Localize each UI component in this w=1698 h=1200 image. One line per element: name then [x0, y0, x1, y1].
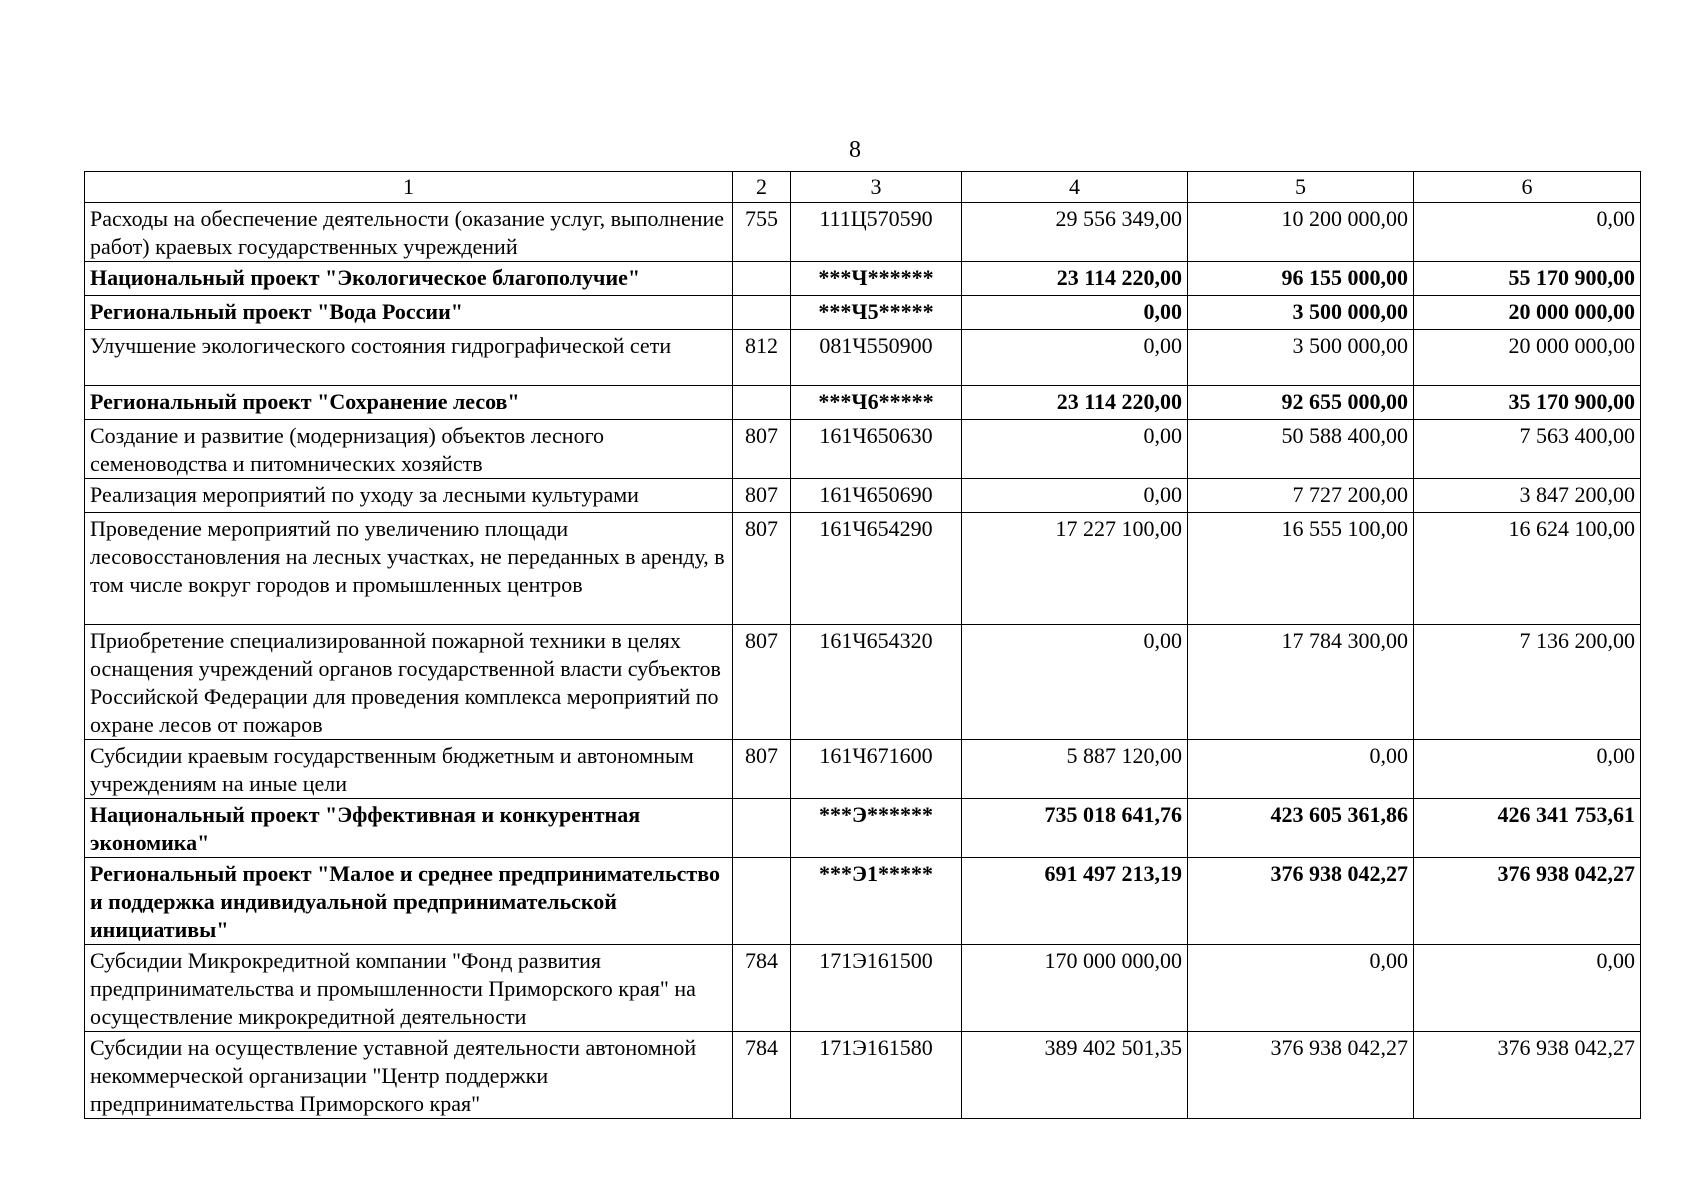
row-code-cell: ***Ч5*****	[791, 296, 962, 330]
row-code-cell: ***Э1*****	[791, 858, 962, 945]
table-row	[85, 203, 1641, 262]
row-name-cell: Национальный проект "Экологическое благополучие"	[85, 262, 733, 296]
row-value-6-cell: 376 938 042,27	[1414, 858, 1641, 945]
row-value-5-cell: 376 938 042,27	[1188, 1032, 1414, 1119]
row-value-5-cell: 10 200 000,00	[1188, 203, 1414, 262]
table-row	[85, 513, 1641, 625]
row-value-5-cell: 0,00	[1188, 740, 1414, 799]
row-kvsr-cell: 784	[733, 945, 791, 1032]
row-value-5-cell: 50 588 400,00	[1188, 420, 1414, 479]
row-value-4-cell: 170 000 000,00	[962, 945, 1188, 1032]
row-code-cell: 161Ч654290	[791, 513, 962, 625]
row-code-cell: ***Ч******	[791, 262, 962, 296]
row-value-6-cell: 20 000 000,00	[1414, 296, 1641, 330]
header-col-4: 4	[962, 172, 1188, 203]
page-number: 8	[849, 137, 861, 163]
row-name-cell: Субсидии на осуществление уставной деятельности автономной некоммерческой организации "Центр поддержки предпринимательства Приморского края"	[85, 1032, 733, 1119]
row-value-6-cell: 20 000 000,00	[1414, 330, 1641, 386]
table-row	[85, 386, 1641, 420]
row-value-5-cell: 423 605 361,86	[1188, 799, 1414, 858]
row-value-4-cell: 0,00	[962, 330, 1188, 386]
budget-table	[84, 171, 1641, 1119]
row-code-cell: 081Ч550900	[791, 330, 962, 386]
row-name-cell: Проведение мероприятий по увеличению площади лесовосстановления на лесных участках, не переданных в аренду, в том числе вокруг городов и промышленных центров	[85, 513, 733, 625]
header-col-2: 2	[733, 172, 791, 203]
row-value-4-cell: 0,00	[962, 420, 1188, 479]
row-value-4-cell: 389 402 501,35	[962, 1032, 1188, 1119]
table-row	[85, 330, 1641, 386]
row-value-6-cell: 376 938 042,27	[1414, 1032, 1641, 1119]
row-kvsr-cell: 755	[733, 203, 791, 262]
row-kvsr-cell: 807	[733, 420, 791, 479]
table-header-row	[85, 172, 1641, 203]
row-value-5-cell: 92 655 000,00	[1188, 386, 1414, 420]
row-value-4-cell: 735 018 641,76	[962, 799, 1188, 858]
row-value-6-cell: 426 341 753,61	[1414, 799, 1641, 858]
row-name-cell: Субсидии Микрокредитной компании "Фонд развития предпринимательства и промышленности Приморского края" на осуществление микрокредитной деятельности	[85, 945, 733, 1032]
row-kvsr-cell: 807	[733, 625, 791, 740]
row-value-5-cell: 3 500 000,00	[1188, 296, 1414, 330]
table-row	[85, 296, 1641, 330]
row-name-cell: Реализация мероприятий по уходу за лесными культурами	[85, 479, 733, 513]
row-kvsr-cell: 784	[733, 1032, 791, 1119]
row-kvsr-cell	[733, 386, 791, 420]
header-col-1: 1	[85, 172, 733, 203]
table-row	[85, 1032, 1641, 1119]
table-row	[85, 625, 1641, 740]
row-value-4-cell: 23 114 220,00	[962, 262, 1188, 296]
row-value-5-cell: 17 784 300,00	[1188, 625, 1414, 740]
table-row	[85, 945, 1641, 1032]
row-code-cell: 161Ч671600	[791, 740, 962, 799]
row-value-4-cell: 0,00	[962, 625, 1188, 740]
row-name-cell: Улучшение экологического состояния гидрографической сети	[85, 330, 733, 386]
table-row	[85, 858, 1641, 945]
table-row	[85, 479, 1641, 513]
table-row	[85, 799, 1641, 858]
row-kvsr-cell: 807	[733, 479, 791, 513]
row-kvsr-cell: 812	[733, 330, 791, 386]
row-code-cell: ***Э******	[791, 799, 962, 858]
row-code-cell: ***Ч6*****	[791, 386, 962, 420]
row-value-6-cell: 0,00	[1414, 945, 1641, 1032]
row-kvsr-cell	[733, 858, 791, 945]
row-value-6-cell: 3 847 200,00	[1414, 479, 1641, 513]
row-value-6-cell: 0,00	[1414, 203, 1641, 262]
row-value-4-cell: 23 114 220,00	[962, 386, 1188, 420]
row-value-6-cell: 55 170 900,00	[1414, 262, 1641, 296]
row-value-5-cell: 3 500 000,00	[1188, 330, 1414, 386]
table-row	[85, 262, 1641, 296]
row-value-5-cell: 96 155 000,00	[1188, 262, 1414, 296]
row-name-cell: Региональный проект "Сохранение лесов"	[85, 386, 733, 420]
row-value-4-cell: 0,00	[962, 296, 1188, 330]
row-kvsr-cell	[733, 799, 791, 858]
row-name-cell: Субсидии краевым государственным бюджетным и автономным учреждениям на иные цели	[85, 740, 733, 799]
row-value-6-cell: 7 563 400,00	[1414, 420, 1641, 479]
row-name-cell: Региональный проект "Вода России"	[85, 296, 733, 330]
row-value-4-cell: 5 887 120,00	[962, 740, 1188, 799]
table-row	[85, 420, 1641, 479]
row-code-cell: 171Э161580	[791, 1032, 962, 1119]
row-kvsr-cell	[733, 296, 791, 330]
row-value-5-cell: 0,00	[1188, 945, 1414, 1032]
row-value-6-cell: 7 136 200,00	[1414, 625, 1641, 740]
row-kvsr-cell	[733, 262, 791, 296]
row-value-5-cell: 7 727 200,00	[1188, 479, 1414, 513]
row-value-4-cell: 0,00	[962, 479, 1188, 513]
row-name-cell: Национальный проект "Эффективная и конкурентная экономика"	[85, 799, 733, 858]
row-value-4-cell: 29 556 349,00	[962, 203, 1188, 262]
row-code-cell: 161Ч650690	[791, 479, 962, 513]
row-code-cell: 111Ц570590	[791, 203, 962, 262]
header-col-6: 6	[1414, 172, 1641, 203]
row-name-cell: Создание и развитие (модернизация) объектов лесного семеноводства и питомнических хозяйств	[85, 420, 733, 479]
row-kvsr-cell: 807	[733, 740, 791, 799]
row-value-6-cell: 16 624 100,00	[1414, 513, 1641, 625]
row-name-cell: Расходы на обеспечение деятельности (оказание услуг, выполнение работ) краевых государственных учреждений	[85, 203, 733, 262]
row-value-6-cell: 0,00	[1414, 740, 1641, 799]
row-code-cell: 161Ч650630	[791, 420, 962, 479]
row-value-4-cell: 691 497 213,19	[962, 858, 1188, 945]
row-name-cell: Приобретение специализированной пожарной техники в целях оснащения учреждений органов государственной власти субъектов Российской Федерации для проведения комплекса мероприятий по охране лесов от пожаров	[85, 625, 733, 740]
table-row	[85, 740, 1641, 799]
row-value-5-cell: 16 555 100,00	[1188, 513, 1414, 625]
row-code-cell: 171Э161500	[791, 945, 962, 1032]
row-value-6-cell: 35 170 900,00	[1414, 386, 1641, 420]
header-col-5: 5	[1188, 172, 1414, 203]
row-value-4-cell: 17 227 100,00	[962, 513, 1188, 625]
row-kvsr-cell: 807	[733, 513, 791, 625]
row-code-cell: 161Ч654320	[791, 625, 962, 740]
row-name-cell: Региональный проект "Малое и среднее предпринимательство и поддержка индивидуальной предпринимательской инициативы"	[85, 858, 733, 945]
row-value-5-cell: 376 938 042,27	[1188, 858, 1414, 945]
header-col-3: 3	[791, 172, 962, 203]
